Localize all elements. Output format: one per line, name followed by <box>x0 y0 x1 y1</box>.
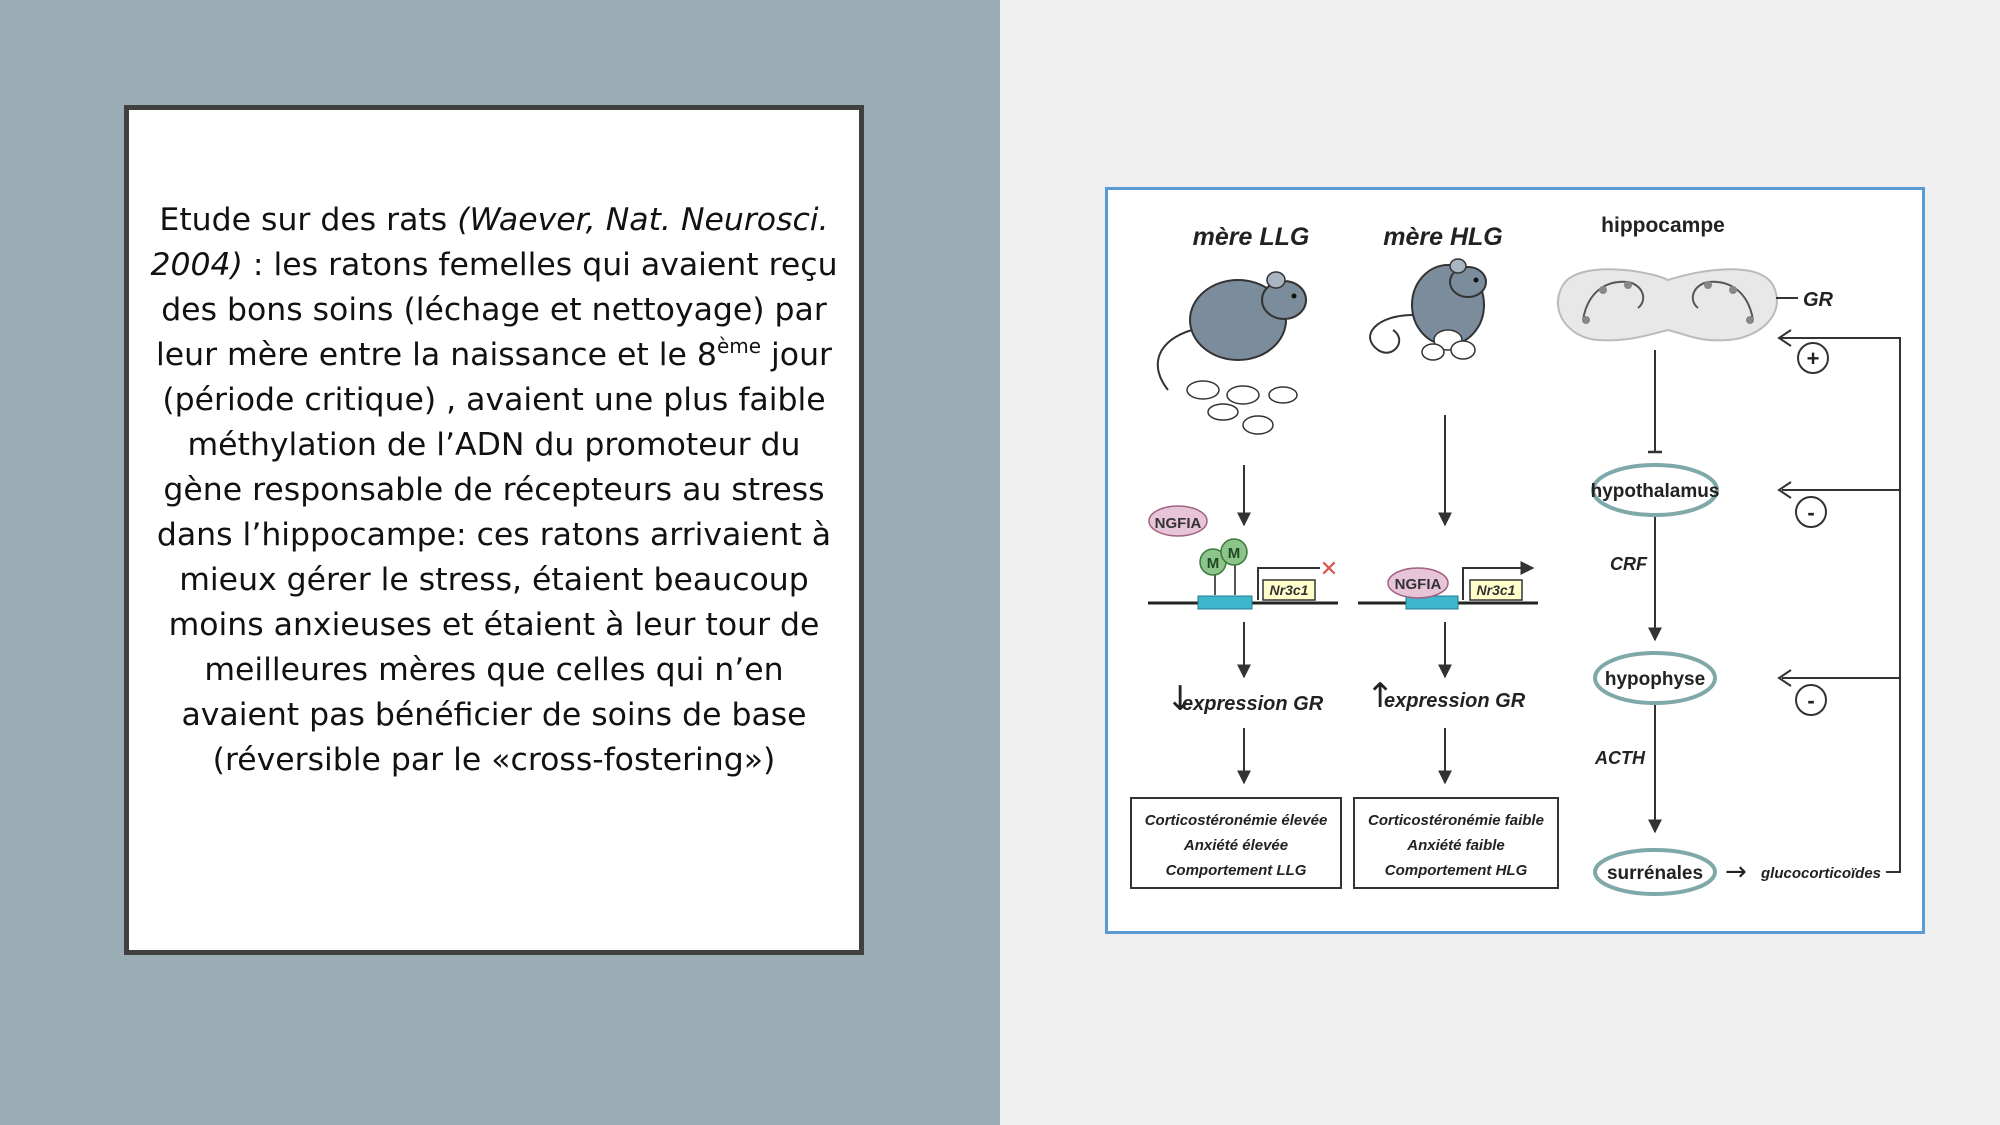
glucocorticoides-label: glucocorticoïdes <box>1761 865 1882 882</box>
llg-outcome-3: Comportement LLG <box>1165 862 1307 879</box>
minus-label-2: - <box>1807 688 1815 713</box>
gene-hlg-label: Nr3c1 <box>1476 582 1516 598</box>
hlg-outcome-1: Corticostéronémie faible <box>1368 812 1544 829</box>
feedback-line <box>1780 338 1900 872</box>
rat-hlg-illustration <box>1370 259 1486 360</box>
hippocampe-illustration <box>1558 269 1798 340</box>
hippocampe-label: hippocampe <box>1601 214 1725 237</box>
citation: (Waever, Nat. Neurosci. 2004) <box>150 202 829 283</box>
acth-label: ACTH <box>1595 748 1645 768</box>
rat-llg-illustration <box>1158 272 1306 434</box>
arrow-up-symbol: ↑ <box>1366 676 1395 716</box>
text-part-2: : les ratons femelles qui avaient reçu des bons soins (léchage et nettoyage) par leur mère entre la naissance et le 8 <box>156 247 838 373</box>
crf-label: CRF <box>1610 554 1647 574</box>
hypophyse-label: hypophyse <box>1604 669 1706 690</box>
superscript: ème <box>716 334 762 358</box>
text-box <box>124 105 864 955</box>
to-glucocorticoides-arrow: → <box>1725 857 1747 887</box>
ngfia-hlg-label: NGFIA <box>1394 576 1442 593</box>
plus-label: + <box>1806 346 1820 371</box>
hypothalamus-label: hypothalamus <box>1590 481 1720 502</box>
minus-label-1: - <box>1807 500 1815 525</box>
expression-hlg-label: expression GR <box>1384 690 1526 712</box>
gr-label: GR <box>1803 289 1833 311</box>
hlg-outcome-3: Comportement HLG <box>1384 862 1528 879</box>
mother-hlg-label: mère HLG <box>1383 223 1503 251</box>
text-part-1: Etude sur des rats <box>159 202 458 238</box>
llg-outcome-2: Anxiété élevée <box>1183 837 1289 854</box>
hlg-promoter <box>1358 568 1538 609</box>
expression-llg-label: expression GR <box>1182 693 1324 715</box>
text-part-3: jour (période critique) , avaient une plus faible méthylation de l’ADN du promoteur du gène responsable de récepteurs au stress dans l’hippocampe: ces ratons arrivaient à mieux gérer le stress, étaient beaucoup moins anxieuses et étaient à leur tour de meilleures mères que celles qui n’en avaient pas bénéficier de soins de base (réversible par le «cross-fostering») <box>156 337 832 778</box>
hpa-axis-figure <box>1105 187 1925 934</box>
surrenales-label: surrénales <box>1606 863 1704 884</box>
ngfia-llg-label: NGFIA <box>1154 515 1202 532</box>
methyl-label-1: M <box>1206 555 1220 572</box>
methyl-label-2: M <box>1227 545 1241 562</box>
figure-svg <box>1108 190 1922 931</box>
gene-llg-label: Nr3c1 <box>1269 582 1309 598</box>
llg-outcome-1: Corticostéronémie élevée <box>1144 812 1328 829</box>
mother-llg-label: mère LLG <box>1192 223 1310 251</box>
hlg-outcome-2: Anxiété faible <box>1407 837 1505 854</box>
body-text <box>149 198 839 783</box>
arrow-down-symbol: ↓ <box>1166 679 1195 719</box>
blocked-cross: ✕ <box>1319 557 1339 582</box>
